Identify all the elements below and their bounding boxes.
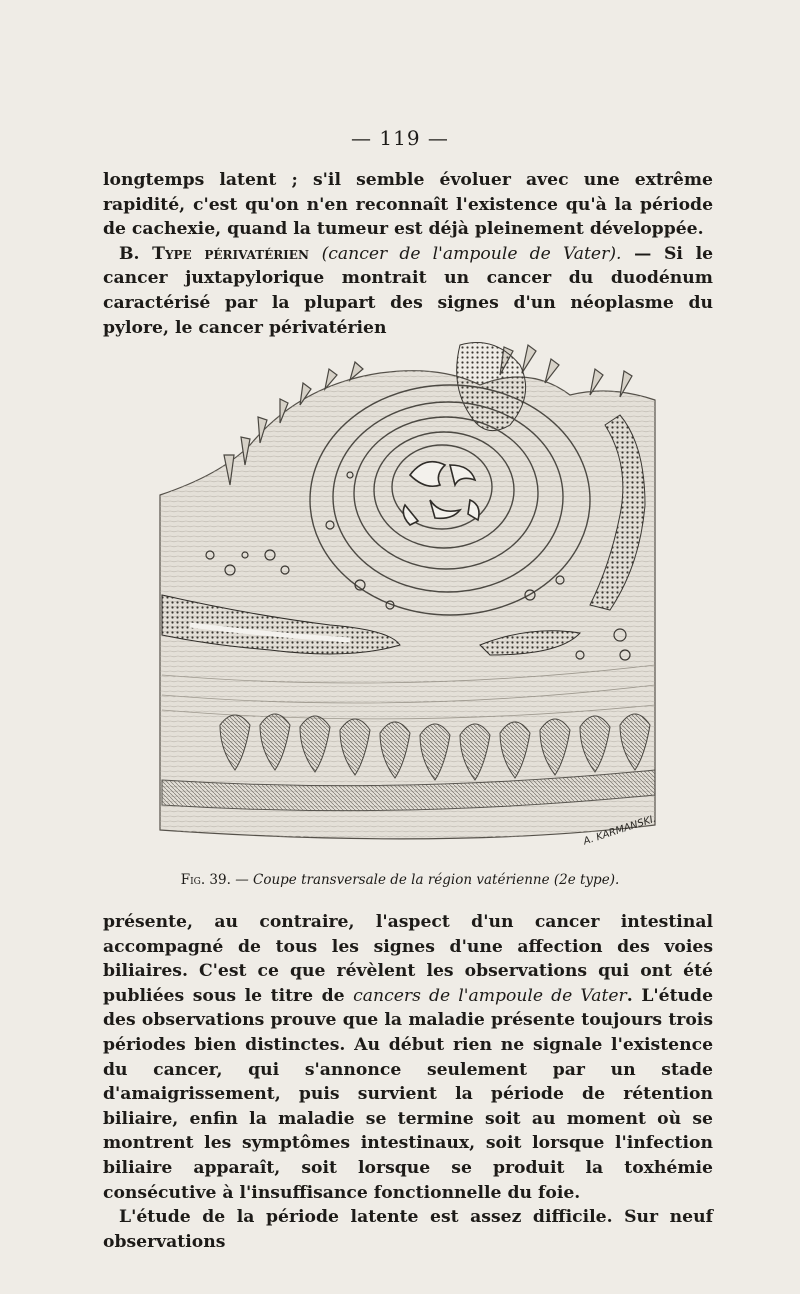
figure-caption — [0, 872, 800, 888]
bottom-text-block — [103, 910, 713, 1254]
paragraph-2-lead: B. — [119, 243, 153, 264]
paragraph-4: L'étude de la période latente est assez difficile. Sur neuf observations — [103, 1207, 713, 1252]
paragraph-3 — [103, 910, 713, 1205]
paragraph-1: longtemps latent ; s'il semble évoluer avec une extrême rapidité, c'est qu'on n'en reconnaît l'existence qu'à la période de cachexie, quand la tumeur est déjà pleinement développée. — [103, 170, 713, 240]
paragraph-3-part2: . L'étude des observations prouve que la maladie présente toujours trois périodes bien distinctes. Au début rien ne signale l'existence du cancer, qui s'annonce seulement par un stade d'amaigrissement, puis survient la période de rétention biliaire, enfin la maladie se termine soit au moment où se montrent les symptômes intestinaux, soit lorsque l'infection biliaire apparaît, soit lorsque se produit la toxhémie consécutive à l'insuffisance fonctionnelle du foie. — [103, 985, 713, 1203]
histology-figure — [150, 325, 662, 855]
paragraph-3-italic: cancers de l'ampoule de Vater — [353, 985, 627, 1006]
paragraph-3-part1: présente, au contraire, l'aspect d'un cancer intestinal accompagné de tous les signes d'une affection des voies biliaires. C'est ce que révèlent les observations qui ont été publiées sous le titre de — [103, 912, 713, 1006]
paragraph-2-title: Type périvatérien — [152, 243, 309, 264]
figure-label: Fig. 39. — [180, 872, 231, 888]
paragraph-2-rest: — Si le cancer juxtapylorique montrait un cancer du duodénum caractérisé par la plupart des signes d'un néoplasme du pylore, le cancer périvatérien — [103, 243, 714, 338]
artist-signature: A. KARMANSKI. — [582, 813, 658, 848]
page-number: — 119 — — [351, 126, 449, 150]
paragraph-2-italic: (cancer de l'ampoule de Vater). — [321, 243, 622, 264]
figure-caption-text: — Coupe transversale de la région vatérienne (2e type). — [230, 872, 620, 888]
histology-illustration — [150, 325, 662, 855]
top-text-block — [103, 168, 713, 340]
